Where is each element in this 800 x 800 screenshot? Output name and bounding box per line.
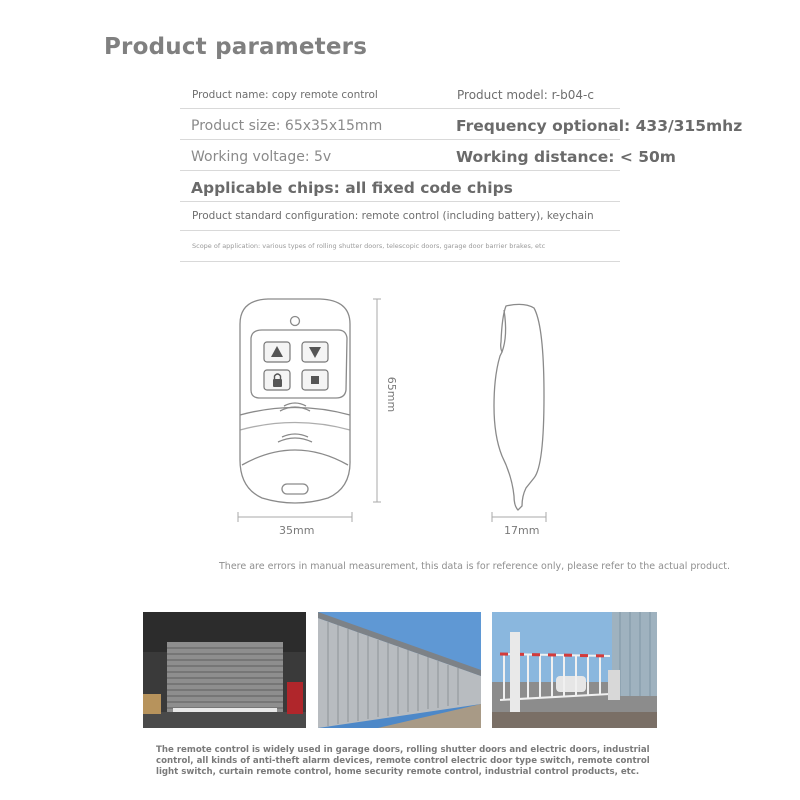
description-line: light switch, curtain remote control, home security remote control, industrial control products, etc. [156,767,640,777]
product-model: Product model: r-b04-c [457,88,594,102]
rolling-shutter-image [143,612,306,728]
measurement-note: There are errors in manual measurement, this data is for reference only, please refer to the actual product. [219,561,730,572]
depth-dimension-label: 17mm [504,524,540,537]
stop-icon [311,376,319,384]
usage-description [156,745,676,778]
product-size: Product size: 65x35x15mm [191,118,383,134]
applicable-chips: Applicable chips: all fixed code chips [191,179,513,197]
barrier-gate-image [492,612,657,728]
param-row [180,140,676,171]
photo-industrial-doors [318,612,481,728]
photo-barrier-gate [492,612,657,728]
photo-rolling-shutter [143,612,306,728]
working-distance: Working distance: < 50m [456,148,676,166]
description-line: The remote control is widely used in garage doors, rolling shutter doors and electric doors, industrial [156,745,650,755]
page-title: Product parameters [104,34,368,60]
keychain-slot [282,484,308,494]
remote-side-drawing [486,296,556,536]
product-name: Product name: copy remote control [192,89,378,101]
param-row [180,171,620,202]
param-row [180,202,620,231]
height-dimension-label: 65mm [385,376,399,413]
side-profile-outline [494,304,544,510]
remote-front-drawing [228,290,398,530]
param-row [180,231,620,262]
scope-of-application: Scope of application: various types of rolling shutter doors, telescopic doors, garage door barrier brakes, etc [192,242,546,250]
parameters-table [180,80,743,262]
param-row [180,109,743,140]
frequency: Frequency optional: 433/315mhz [456,117,743,135]
param-row [180,80,620,109]
standard-configuration: Product standard configuration: remote control (including battery), keychain [192,210,594,222]
width-dimension-label: 35mm [279,524,315,537]
working-voltage: Working voltage: 5v [191,149,332,165]
keyring-hole [291,317,300,326]
industrial-doors-image [318,612,481,728]
description-line: control, all kinds of anti-theft alarm devices, remote control electric door type switch, remote control [156,756,650,766]
